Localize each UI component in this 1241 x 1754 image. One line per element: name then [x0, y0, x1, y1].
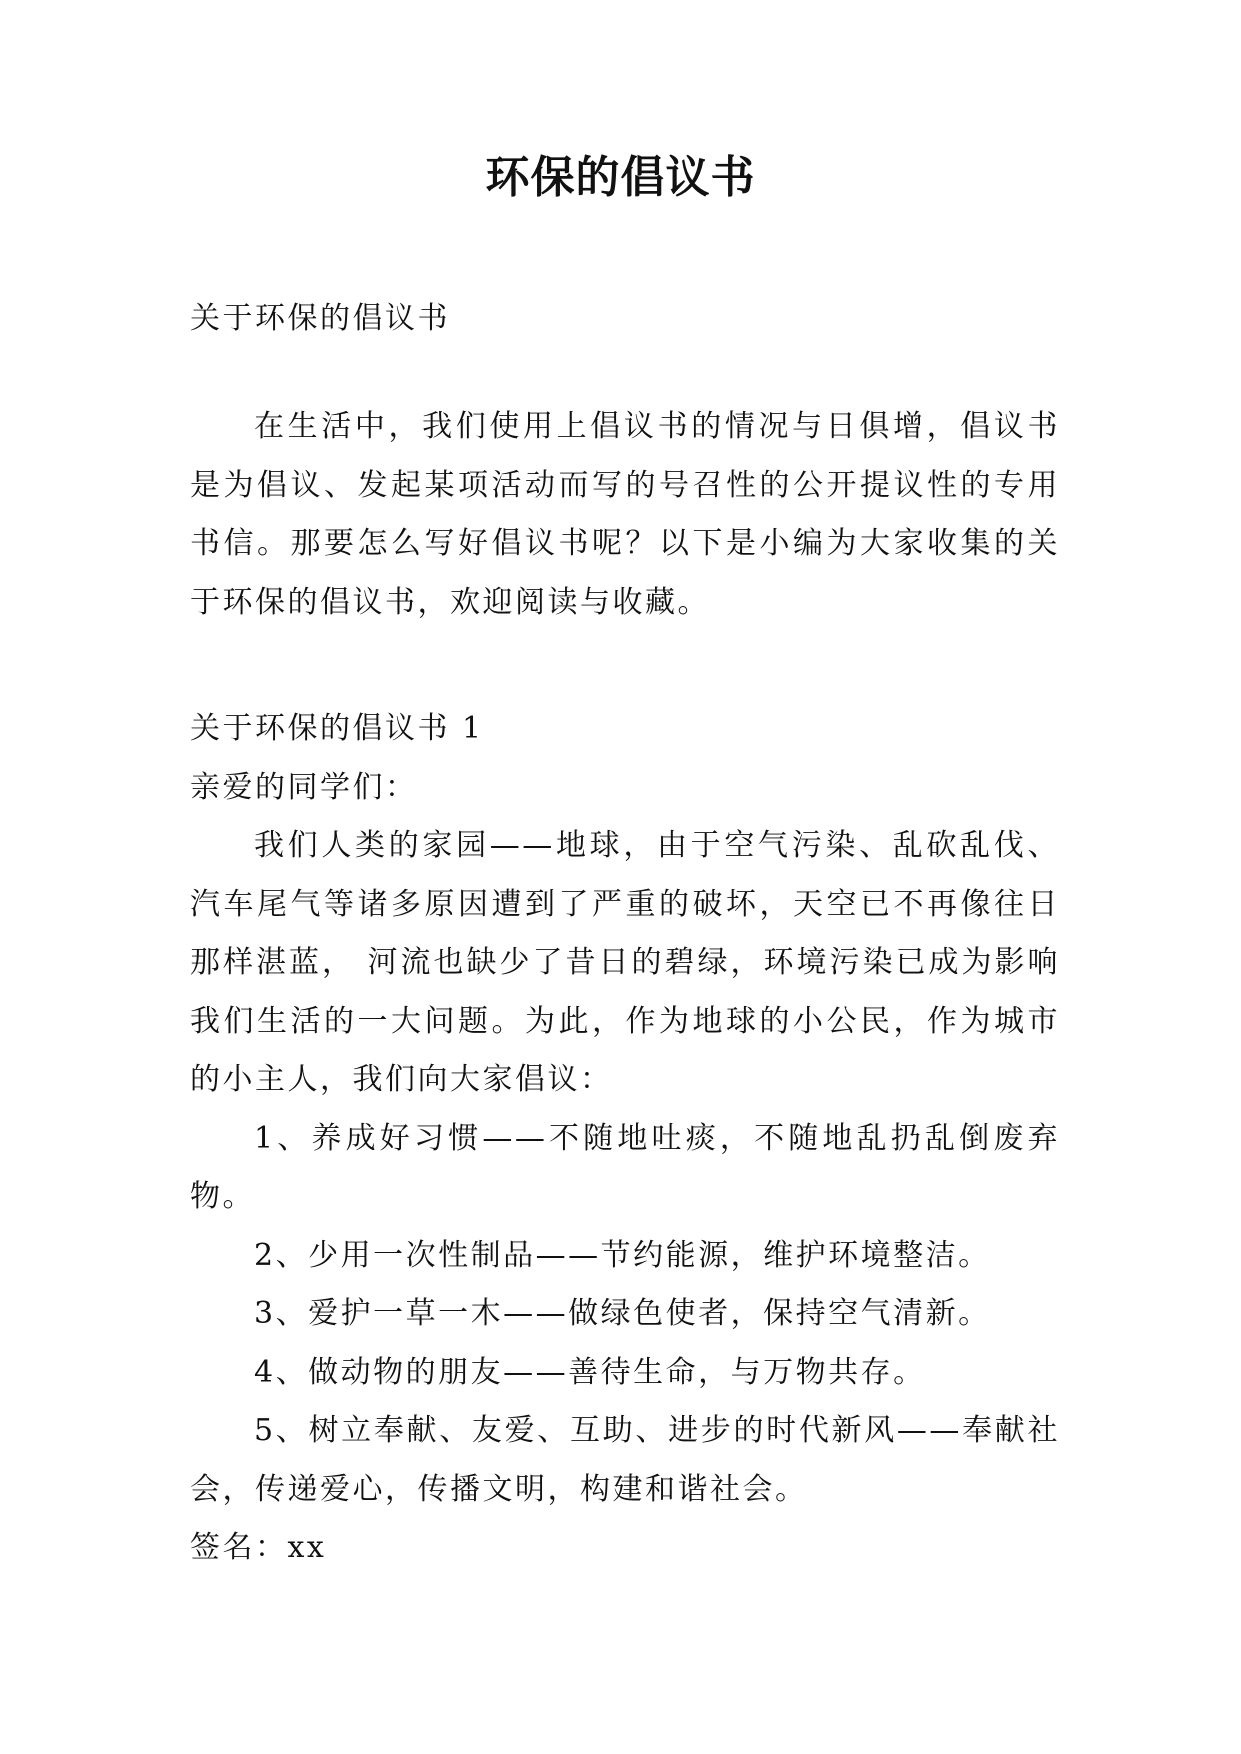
- letter-body-paragraph: 我们人类的家园——地球，由于空气污染、乱砍乱伐、汽车尾气等诸多原因遭到了严重的破坏，天空已不再像往日那样湛蓝， 河流也缺少了昔日的碧绿，环境污染已成为影响我们生活的一大问题。为此，作为地球的小公民，作为城市的小主人，我们向大家倡议：: [190, 828, 1060, 1097]
- proposal-item-4: 4、做动物的朋友——善待生命，与万物共存。: [254, 1354, 926, 1390]
- letter-salutation: 亲爱的同学们：: [190, 769, 418, 805]
- letter-heading: 关于环保的倡议书 1: [190, 711, 484, 746]
- intro-paragraph: 在生活中，我们使用上倡议书的情况与日俱增，倡议书是为倡议、发起某项活动而写的号召性的公开提议性的专用书信。那要怎么写好倡议书呢？以下是小编为大家收集的关于环保的倡议书，欢迎阅读与收藏。: [190, 409, 1060, 620]
- letter-section: [190, 700, 1060, 1578]
- proposal-item-5: 5、树立奉献、友爱、互助、进步的时代新风——奉献社会，传递爱心，传播文明，构建和谐社会。: [190, 1413, 1060, 1507]
- proposal-item-3: 3、爱护一草一木——做绿色使者，保持空气清新。: [254, 1296, 991, 1331]
- document-title: 环保的倡议书: [485, 152, 756, 203]
- proposal-item-2: 2、少用一次性制品——节约能源，维护环境整洁。: [254, 1237, 991, 1273]
- proposal-item-1: 1、养成好习惯——不随地吐痰，不随地乱扔乱倒废弃物。: [190, 1120, 1060, 1214]
- signature-line: 签名：xx: [190, 1530, 327, 1565]
- document-subtitle: 关于环保的倡议书: [190, 301, 450, 336]
